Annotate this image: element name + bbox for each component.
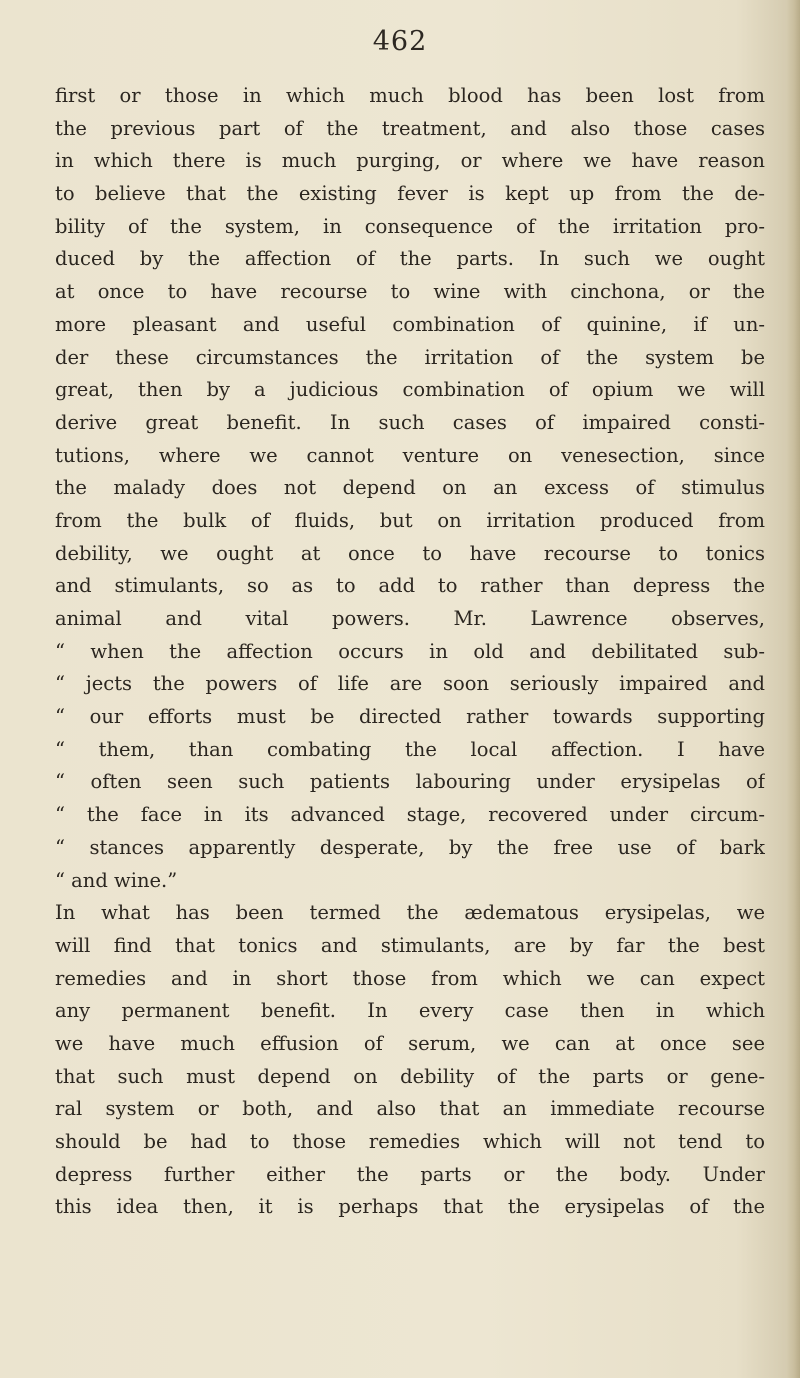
quote-line: “ the face in its advanced stage, recovered under circum- bbox=[55, 803, 765, 827]
text-line: depress further either the parts or the body. Under bbox=[55, 1162, 765, 1186]
text-line: great, then by a judicious combination of opium we will bbox=[55, 378, 765, 402]
text-line: to believe that the existing fever is kept up from the de- bbox=[55, 182, 765, 206]
text-line: we have much effusion of serum, we can at once see bbox=[55, 1031, 765, 1055]
page-edge-shadow bbox=[786, 0, 800, 1378]
text-line: In what has been termed the ædematous erysipelas, we bbox=[55, 901, 765, 925]
text-line: this idea then, it is perhaps that the erysipelas of the bbox=[55, 1195, 765, 1219]
text-line: first or those in which much blood has been lost from bbox=[55, 84, 765, 107]
text-line: the previous part of the treatment, and also those cases bbox=[55, 116, 765, 140]
text-line: any permanent benefit. In every case then in which bbox=[55, 999, 765, 1023]
quote-line: “ when the affection occurs in old and debilitated sub- bbox=[55, 639, 765, 663]
text-line: bility of the system, in consequence of the irritation pro- bbox=[55, 214, 765, 238]
text-line: duced by the affection of the parts. In such we ought bbox=[55, 247, 765, 271]
text-line: derive great benefit. In such cases of impaired consti- bbox=[55, 410, 765, 434]
text-line: from the bulk of fluids, but on irritation produced from bbox=[55, 508, 765, 532]
text-line: that such must depend on debility of the parts or gene- bbox=[55, 1064, 765, 1088]
text-line: tutions, where we cannot venture on venesection, since bbox=[55, 443, 765, 467]
quote-line: “ and wine.” bbox=[55, 868, 178, 892]
text-line: at once to have recourse to wine with cinchona, or the bbox=[55, 280, 765, 304]
text-line: in which there is much purging, or where we have reason bbox=[55, 149, 765, 173]
text-line: animal and vital powers. Mr. Lawrence observes, bbox=[55, 607, 765, 630]
quote-line: “ jects the powers of life are soon seriously impaired and bbox=[55, 672, 765, 696]
text-line: remedies and in short those from which we can expect bbox=[55, 966, 765, 990]
page-number: 462 bbox=[372, 26, 428, 57]
text-line: debility, we ought at once to have recourse to tonics bbox=[55, 541, 765, 565]
quote-line: “ often seen such patients labouring under erysipelas of bbox=[55, 770, 765, 794]
text-line: ral system or both, and also that an immediate recourse bbox=[55, 1097, 765, 1121]
quote-line: “ our efforts must be directed rather towards supporting bbox=[55, 705, 765, 729]
text-line: will find that tonics and stimulants, are by far the best bbox=[55, 933, 765, 957]
text-line: should be had to those remedies which will not tend to bbox=[55, 1130, 765, 1153]
text-line: der these circumstances the irritation of the system be bbox=[55, 345, 765, 369]
text-line: and stimulants, so as to add to rather than depress the bbox=[55, 574, 765, 598]
quote-line: “ them, than combating the local affection. I have bbox=[55, 737, 765, 761]
body-text bbox=[55, 80, 765, 1224]
text-line: more pleasant and useful combination of quinine, if un- bbox=[55, 312, 765, 336]
quote-line: “ stances apparently desperate, by the free use of bark bbox=[55, 835, 765, 859]
text-line: the malady does not depend on an excess of stimulus bbox=[55, 476, 765, 500]
